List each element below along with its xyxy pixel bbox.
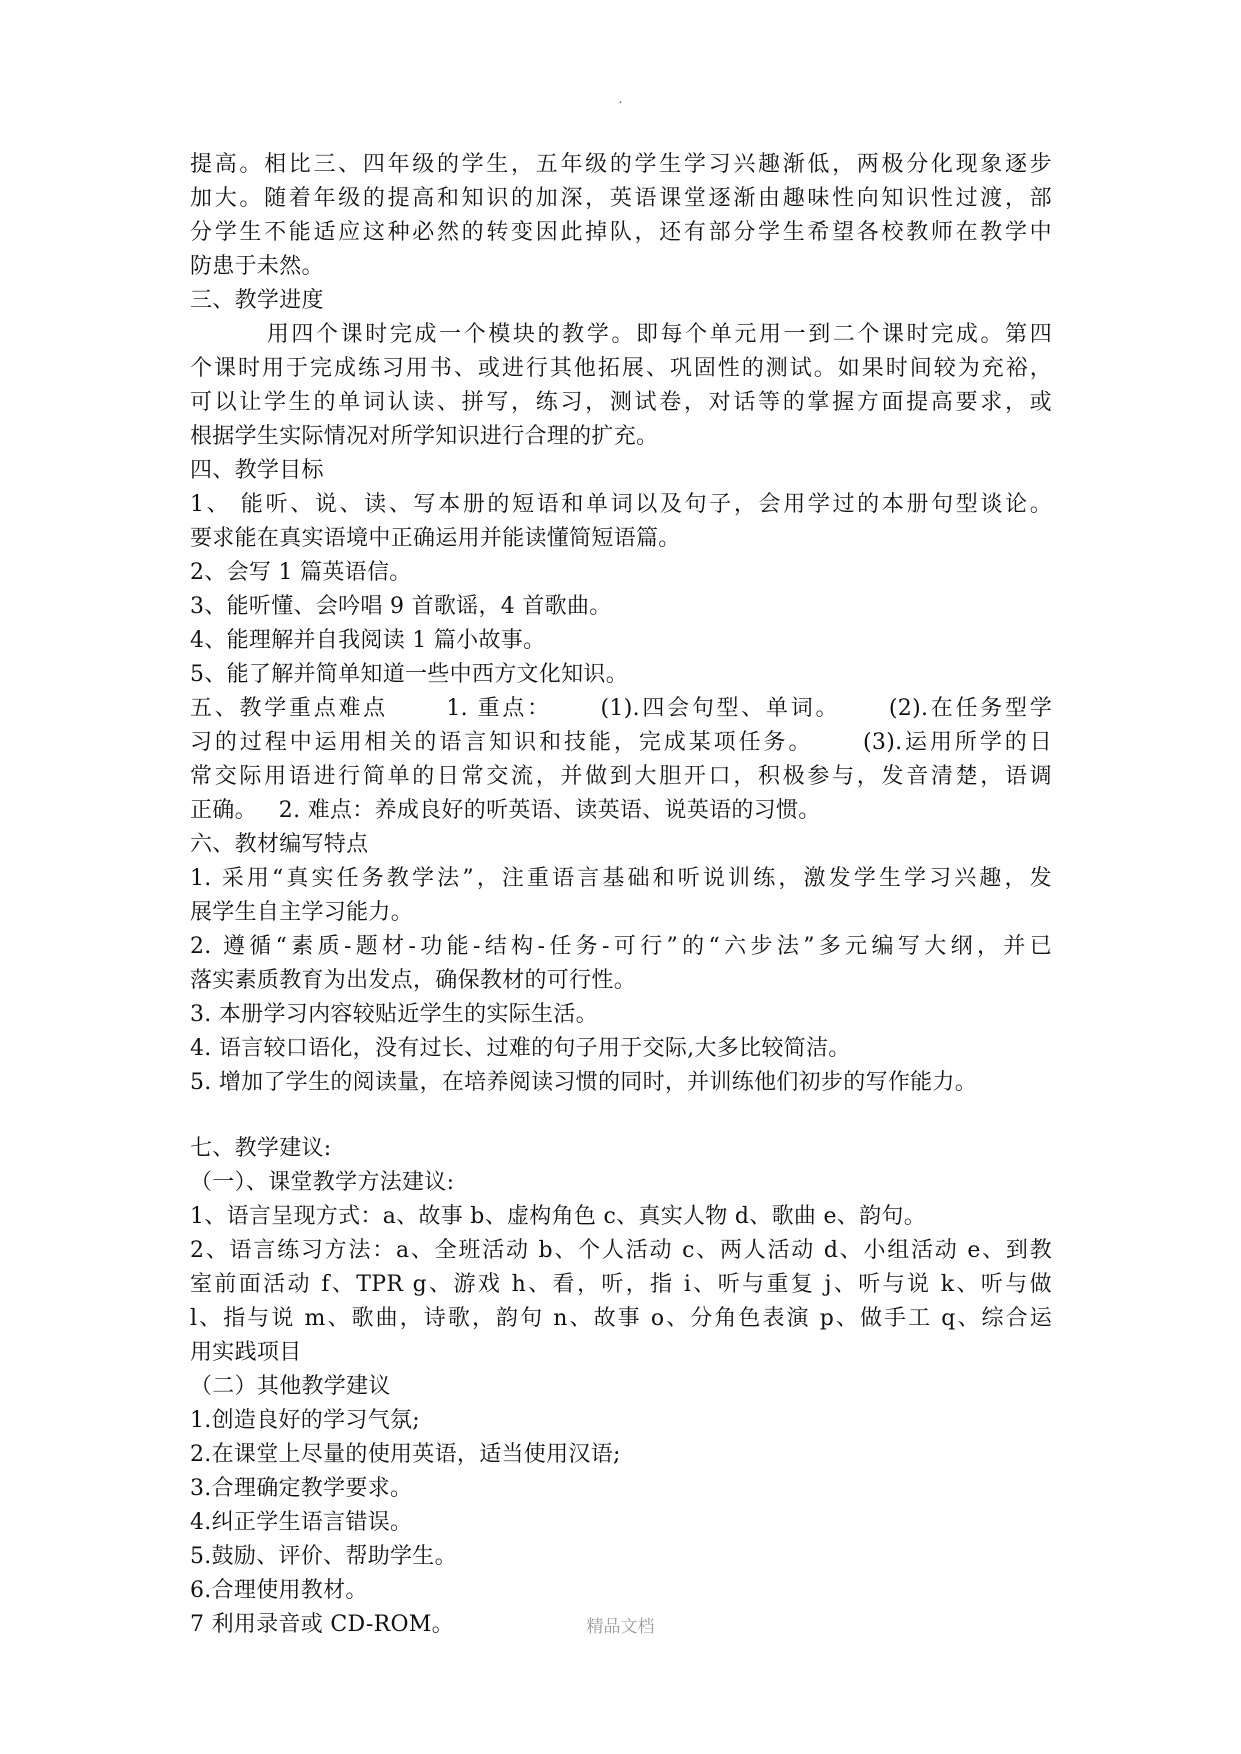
list-item: 1、语言呈现方式：a、故事 b、虚构角色 c、真实人物 d、歌曲 e、韵句。 — [190, 1204, 926, 1229]
subsection-heading: （一）、课堂教学方法建议: — [190, 1170, 455, 1195]
section-heading-key-points: 五、教学重点难点 1. 重点： (1).四会句型、单词。 (2).在任务型学 — [190, 696, 1052, 721]
list-item: 3、能听懂、会吟唱 9 首歌谣，4 首歌曲。 — [190, 594, 612, 619]
list-item: 4、能理解并自我阅读 1 篇小故事。 — [190, 628, 546, 653]
list-item: 5. 增加了学生的阅读量，在培养阅读习惯的同时，并训练他们初步的写作能力。 — [190, 1070, 978, 1095]
section-heading-goals: 四、教学目标 — [190, 458, 324, 483]
list-item: 展学生自主学习能力。 — [190, 900, 414, 925]
paragraph-line: 防患于未然。 — [190, 254, 324, 279]
list-item: 2.在课堂上尽量的使用英语，适当使用汉语; — [190, 1442, 621, 1467]
section-heading-suggestions: 七、教学建议: — [190, 1136, 332, 1161]
list-item: 落实素质教育为出发点，确保教材的可行性。 — [190, 968, 637, 993]
list-item: 2. 遵循“素质-题材-功能-结构-任务-可行”的“六步法”多元编写大纲，并已 — [190, 934, 1052, 959]
subsection-heading: （二）其他教学建议 — [190, 1374, 391, 1399]
paragraph-line: 提高。相比三、四年级的学生，五年级的学生学习兴趣渐低，两极分化现象逐步 — [190, 152, 1052, 177]
list-item: 3.合理确定教学要求。 — [190, 1476, 413, 1501]
list-item: 3. 本册学习内容较贴近学生的实际生活。 — [190, 1002, 598, 1027]
list-item: l、指与说 m、歌曲，诗歌，韵句 n、故事 o、分角色表演 p、做手工 q、综合运 — [190, 1306, 1052, 1331]
document-body — [190, 148, 1052, 1642]
list-item: 室前面活动 f、TPR g、游戏 h、看，听，指 i、听与重复 j、听与说 k、听与做 — [190, 1272, 1052, 1297]
paragraph-line: 加大。随着年级的提高和知识的加深，英语课堂逐渐由趣味性向知识性过渡，部 — [190, 186, 1052, 211]
list-item: 7 利用录音或 CD-ROM。 — [190, 1612, 454, 1637]
paragraph-line: 用四个课时完成一个模块的教学。即每个单元用一到二个课时完成。第四 — [190, 322, 1052, 347]
blank-line — [190, 1100, 1052, 1132]
paragraph-line: 个课时用于完成练习用书、或进行其他拓展、巩固性的测试。如果时间较为充裕， — [190, 356, 1052, 381]
list-item: 1.创造良好的学习气氛; — [190, 1408, 421, 1433]
header-mark: . — [618, 92, 623, 106]
paragraph-line: 常交际用语进行简单的日常交流，并做到大胆开口，积极参与，发音清楚，语调 — [190, 764, 1052, 789]
list-item: 5、能了解并简单知道一些中西方文化知识。 — [190, 662, 628, 687]
list-item: 2、语言练习方法：a、全班活动 b、个人活动 c、两人活动 d、小组活动 e、到教 — [190, 1238, 1052, 1263]
paragraph-line: 可以让学生的单词认读、拼写，练习，测试卷，对话等的掌握方面提高要求，或 — [190, 390, 1052, 415]
paragraph-line: 习的过程中运用相关的语言知识和技能，完成某项任务。 (3).运用所学的日 — [190, 730, 1052, 755]
section-heading-progress: 三、教学进度 — [190, 288, 324, 313]
paragraph-line: 分学生不能适应这种必然的转变因此掉队，还有部分学生希望各校教师在教学中 — [190, 220, 1052, 245]
list-item: 6.合理使用教材。 — [190, 1578, 368, 1603]
footer-watermark: 精品文档 — [586, 1617, 655, 1637]
paragraph-line: 正确。 2. 难点：养成良好的听英语、读英语、说英语的习惯。 — [190, 798, 821, 823]
list-item: 2、会写 1 篇英语信。 — [190, 560, 412, 585]
list-item: 4.纠正学生语言错误。 — [190, 1510, 413, 1535]
list-item: 1、 能听、说、读、写本册的短语和单词以及句子，会用学过的本册句型谈论。 — [190, 492, 1052, 517]
list-item: 5.鼓励、评价、帮助学生。 — [190, 1544, 457, 1569]
list-item: 4. 语言较口语化，没有过长、过难的句子用于交际,大多比较简洁。 — [190, 1036, 851, 1061]
list-item: 用实践项目 — [190, 1340, 302, 1365]
section-heading-features: 六、教材编写特点 — [190, 832, 369, 857]
paragraph-line: 根据学生实际情况对所学知识进行合理的扩充。 — [190, 424, 659, 449]
list-item: 1. 采用“真实任务教学法”，注重语言基础和听说训练，激发学生学习兴趣，发 — [190, 866, 1052, 891]
list-item: 要求能在真实语境中正确运用并能读懂简短语篇。 — [190, 526, 681, 551]
